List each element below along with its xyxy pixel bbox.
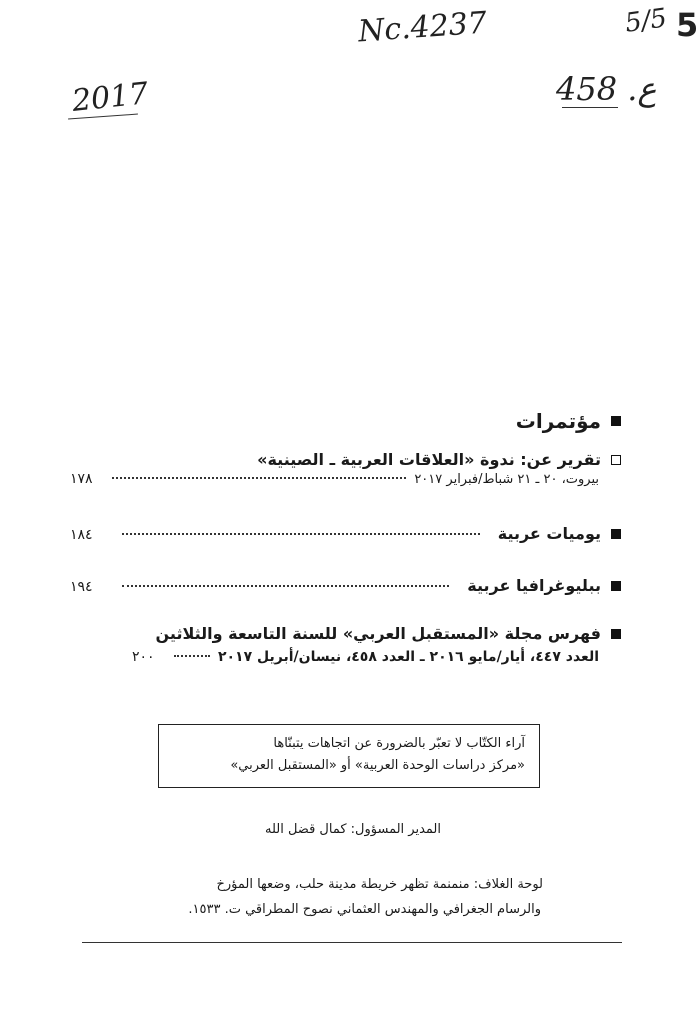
section-title: مؤتمرات: [515, 409, 601, 433]
filled-square-bullet-icon: [611, 416, 621, 426]
disclaimer-line-2: «مركز دراسات الوحدة العربية» أو «المستقبل العربي»: [230, 758, 525, 773]
filled-square-bullet-icon: [611, 629, 621, 639]
entry-title: ببليوغرافيا عربية: [467, 576, 601, 595]
cover-caption-line-2: والرسام الجغرافي والمهندس العثماني نصوح المطراقي ت. ١٥٣٣.: [188, 902, 541, 917]
dot-leader: [112, 477, 406, 479]
disclaimer-line-1: آراء الكتّاب لا تعبّر بالضرورة عن اتجاهات يتبنّاها: [273, 736, 525, 751]
toc-entry-conference-report[interactable]: [70, 450, 621, 487]
toc-entry-arab-bibliography[interactable]: [70, 576, 621, 595]
toc-entry-arab-diaries[interactable]: [70, 524, 621, 543]
cover-caption-line-1: لوحة الغلاف: منمنمة تظهر خريطة مدينة حلب، وضعها المؤرخ: [216, 877, 543, 892]
entry-page-number: ٢٠٠: [131, 649, 155, 665]
empty-square-bullet-icon: [611, 455, 621, 465]
entry-page-number: ١٧٨: [70, 471, 93, 487]
section-heading: [516, 409, 621, 433]
entry-page-number: ١٩٤: [70, 579, 93, 595]
filled-square-bullet-icon: [611, 529, 621, 539]
disclaimer-box: [158, 724, 540, 788]
entry-page-number: ١٨٤: [70, 527, 93, 543]
entry-subtitle: بيروت، ٢٠ ـ ٢١ شباط/فبراير ٢٠١٧: [414, 472, 599, 487]
handwritten-year: 2017: [70, 76, 150, 119]
issue-underline: [562, 107, 618, 108]
handwritten-corner-mark: 5: [676, 6, 698, 44]
dot-leader: [174, 655, 210, 657]
bottom-divider: [82, 942, 622, 943]
handwritten-issue-number: ع. 458: [556, 70, 657, 108]
entry-title: يوميات عربية: [497, 524, 601, 543]
handwritten-reference-number: Nc.4237: [356, 5, 489, 50]
editor-credit: المدير المسؤول: كمال قضل الله: [264, 822, 441, 837]
entry-title: تقرير عن: ندوة «العلاقات العربية ـ الصينية»: [257, 450, 601, 469]
dot-leader: [122, 585, 449, 587]
toc-entry-annual-index[interactable]: [70, 624, 621, 665]
handwritten-page-fraction: 5/5: [623, 3, 669, 39]
entry-title: فهرس مجلة «المستقبل العربي» للسنة التاسعة والثلاثين: [155, 624, 601, 643]
entry-subtitle: العدد ٤٤٧، أيار/مايو ٢٠١٦ ـ العدد ٤٥٨، نيسان/أبريل ٢٠١٧: [217, 649, 599, 665]
filled-square-bullet-icon: [611, 581, 621, 591]
dot-leader: [122, 533, 480, 535]
